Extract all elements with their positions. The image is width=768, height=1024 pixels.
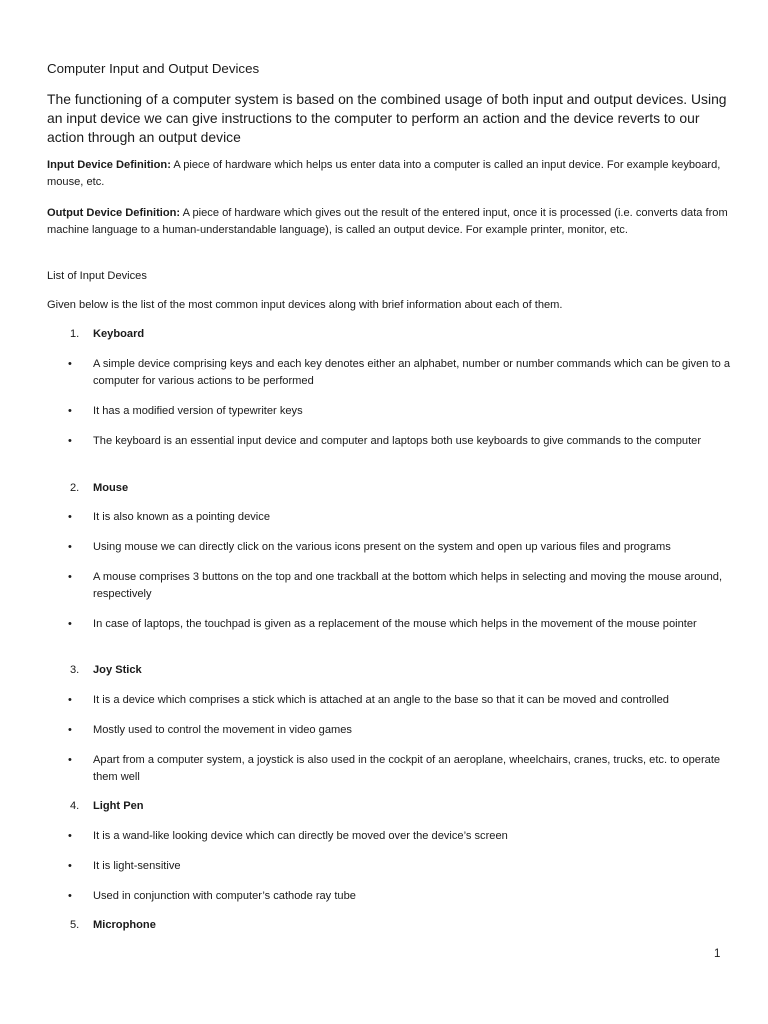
bullet-text: Apart from a computer system, a joystick is also used in the cockpit of an aeroplane, wheelchairs, cranes, trucks, etc. to operate them well xyxy=(93,754,721,783)
input-definition-text: A piece of hardware which helps us enter data into a computer is called an input device. For example keyboard, mouse, etc. xyxy=(47,159,721,188)
bullet-text: It is a device which comprises a stick which is attached at an angle to the base so that it can be moved and controlled xyxy=(93,694,669,706)
item-heading-joy-stick: Joy Stick xyxy=(93,664,142,676)
bullet-icon: • xyxy=(68,541,72,553)
bullet-text: A simple device comprising keys and each key denotes either an alphabet, number or number commands which can be given to a computer for various actions to be performed xyxy=(93,358,731,387)
bullet-text: In case of laptops, the touchpad is given as a replacement of the mouse which helps in the movement of the mouse pointer xyxy=(93,618,697,630)
bullet-text: Mostly used to control the movement in video games xyxy=(93,724,352,736)
input-definition-label: Input Device Definition: xyxy=(47,159,171,171)
document-title: Computer Input and Output Devices xyxy=(47,61,260,76)
bullet-icon: • xyxy=(68,618,72,630)
bullet-icon: • xyxy=(68,724,72,736)
output-definition-text: A piece of hardware which gives out the result of the entered input, once it is processed (i.e. converts data from machine language to a human-understandable language), is called an output device. For example printer, monitor, etc. xyxy=(47,207,728,236)
bullet-text: It is light-sensitive xyxy=(93,860,181,872)
bullet-icon: • xyxy=(68,435,72,447)
item-heading-light-pen: Light Pen xyxy=(93,800,144,812)
bullet-icon: • xyxy=(68,405,72,417)
list-heading: List of Input Devices xyxy=(47,270,147,282)
item-heading-microphone: Microphone xyxy=(93,919,156,931)
bullet-icon: • xyxy=(68,358,72,370)
bullet-icon: • xyxy=(68,890,72,902)
bullet-text: Using mouse we can directly click on the various icons present on the system and open up various files and programs xyxy=(93,541,671,553)
bullet-icon: • xyxy=(68,754,72,766)
page-number: 1 xyxy=(714,948,721,960)
list-intro: Given below is the list of the most common input devices along with brief information about each of them. xyxy=(47,299,563,311)
input-device-definition xyxy=(47,157,737,191)
item-number: 2. xyxy=(70,482,80,494)
item-heading-mouse: Mouse xyxy=(93,482,129,494)
bullet-icon: • xyxy=(68,571,72,583)
output-device-definition xyxy=(47,205,737,239)
bullet-text: Used in conjunction with computer’s cathode ray tube xyxy=(93,890,356,902)
item-heading-keyboard: Keyboard xyxy=(93,328,145,340)
bullet-text: The keyboard is an essential input device and computer and laptops both use keyboards to give commands to the computer xyxy=(93,435,702,447)
bullet-text: A mouse comprises 3 buttons on the top and one trackball at the bottom which helps in selecting and moving the mouse around, respectively xyxy=(93,571,723,600)
bullet-icon: • xyxy=(68,694,72,706)
bullet-text: It is also known as a pointing device xyxy=(93,511,270,523)
item-number: 3. xyxy=(70,664,80,676)
output-definition-label: Output Device Definition: xyxy=(47,207,181,219)
item-number: 1. xyxy=(70,328,80,340)
bullet-icon: • xyxy=(68,860,72,872)
bullet-icon: • xyxy=(68,511,72,523)
bullet-icon: • xyxy=(68,830,72,842)
item-number: 4. xyxy=(70,800,80,812)
intro-paragraph: The functioning of a computer system is based on the combined usage of both input and output devices. Using an input device we can give instructions to the computer to perform an action and the device reverts to our action through an output device xyxy=(47,91,727,145)
bullet-text: It has a modified version of typewriter keys xyxy=(93,405,303,417)
bullet-text: It is a wand-like looking device which can directly be moved over the device’s screen xyxy=(93,830,508,842)
item-number: 5. xyxy=(70,919,80,931)
